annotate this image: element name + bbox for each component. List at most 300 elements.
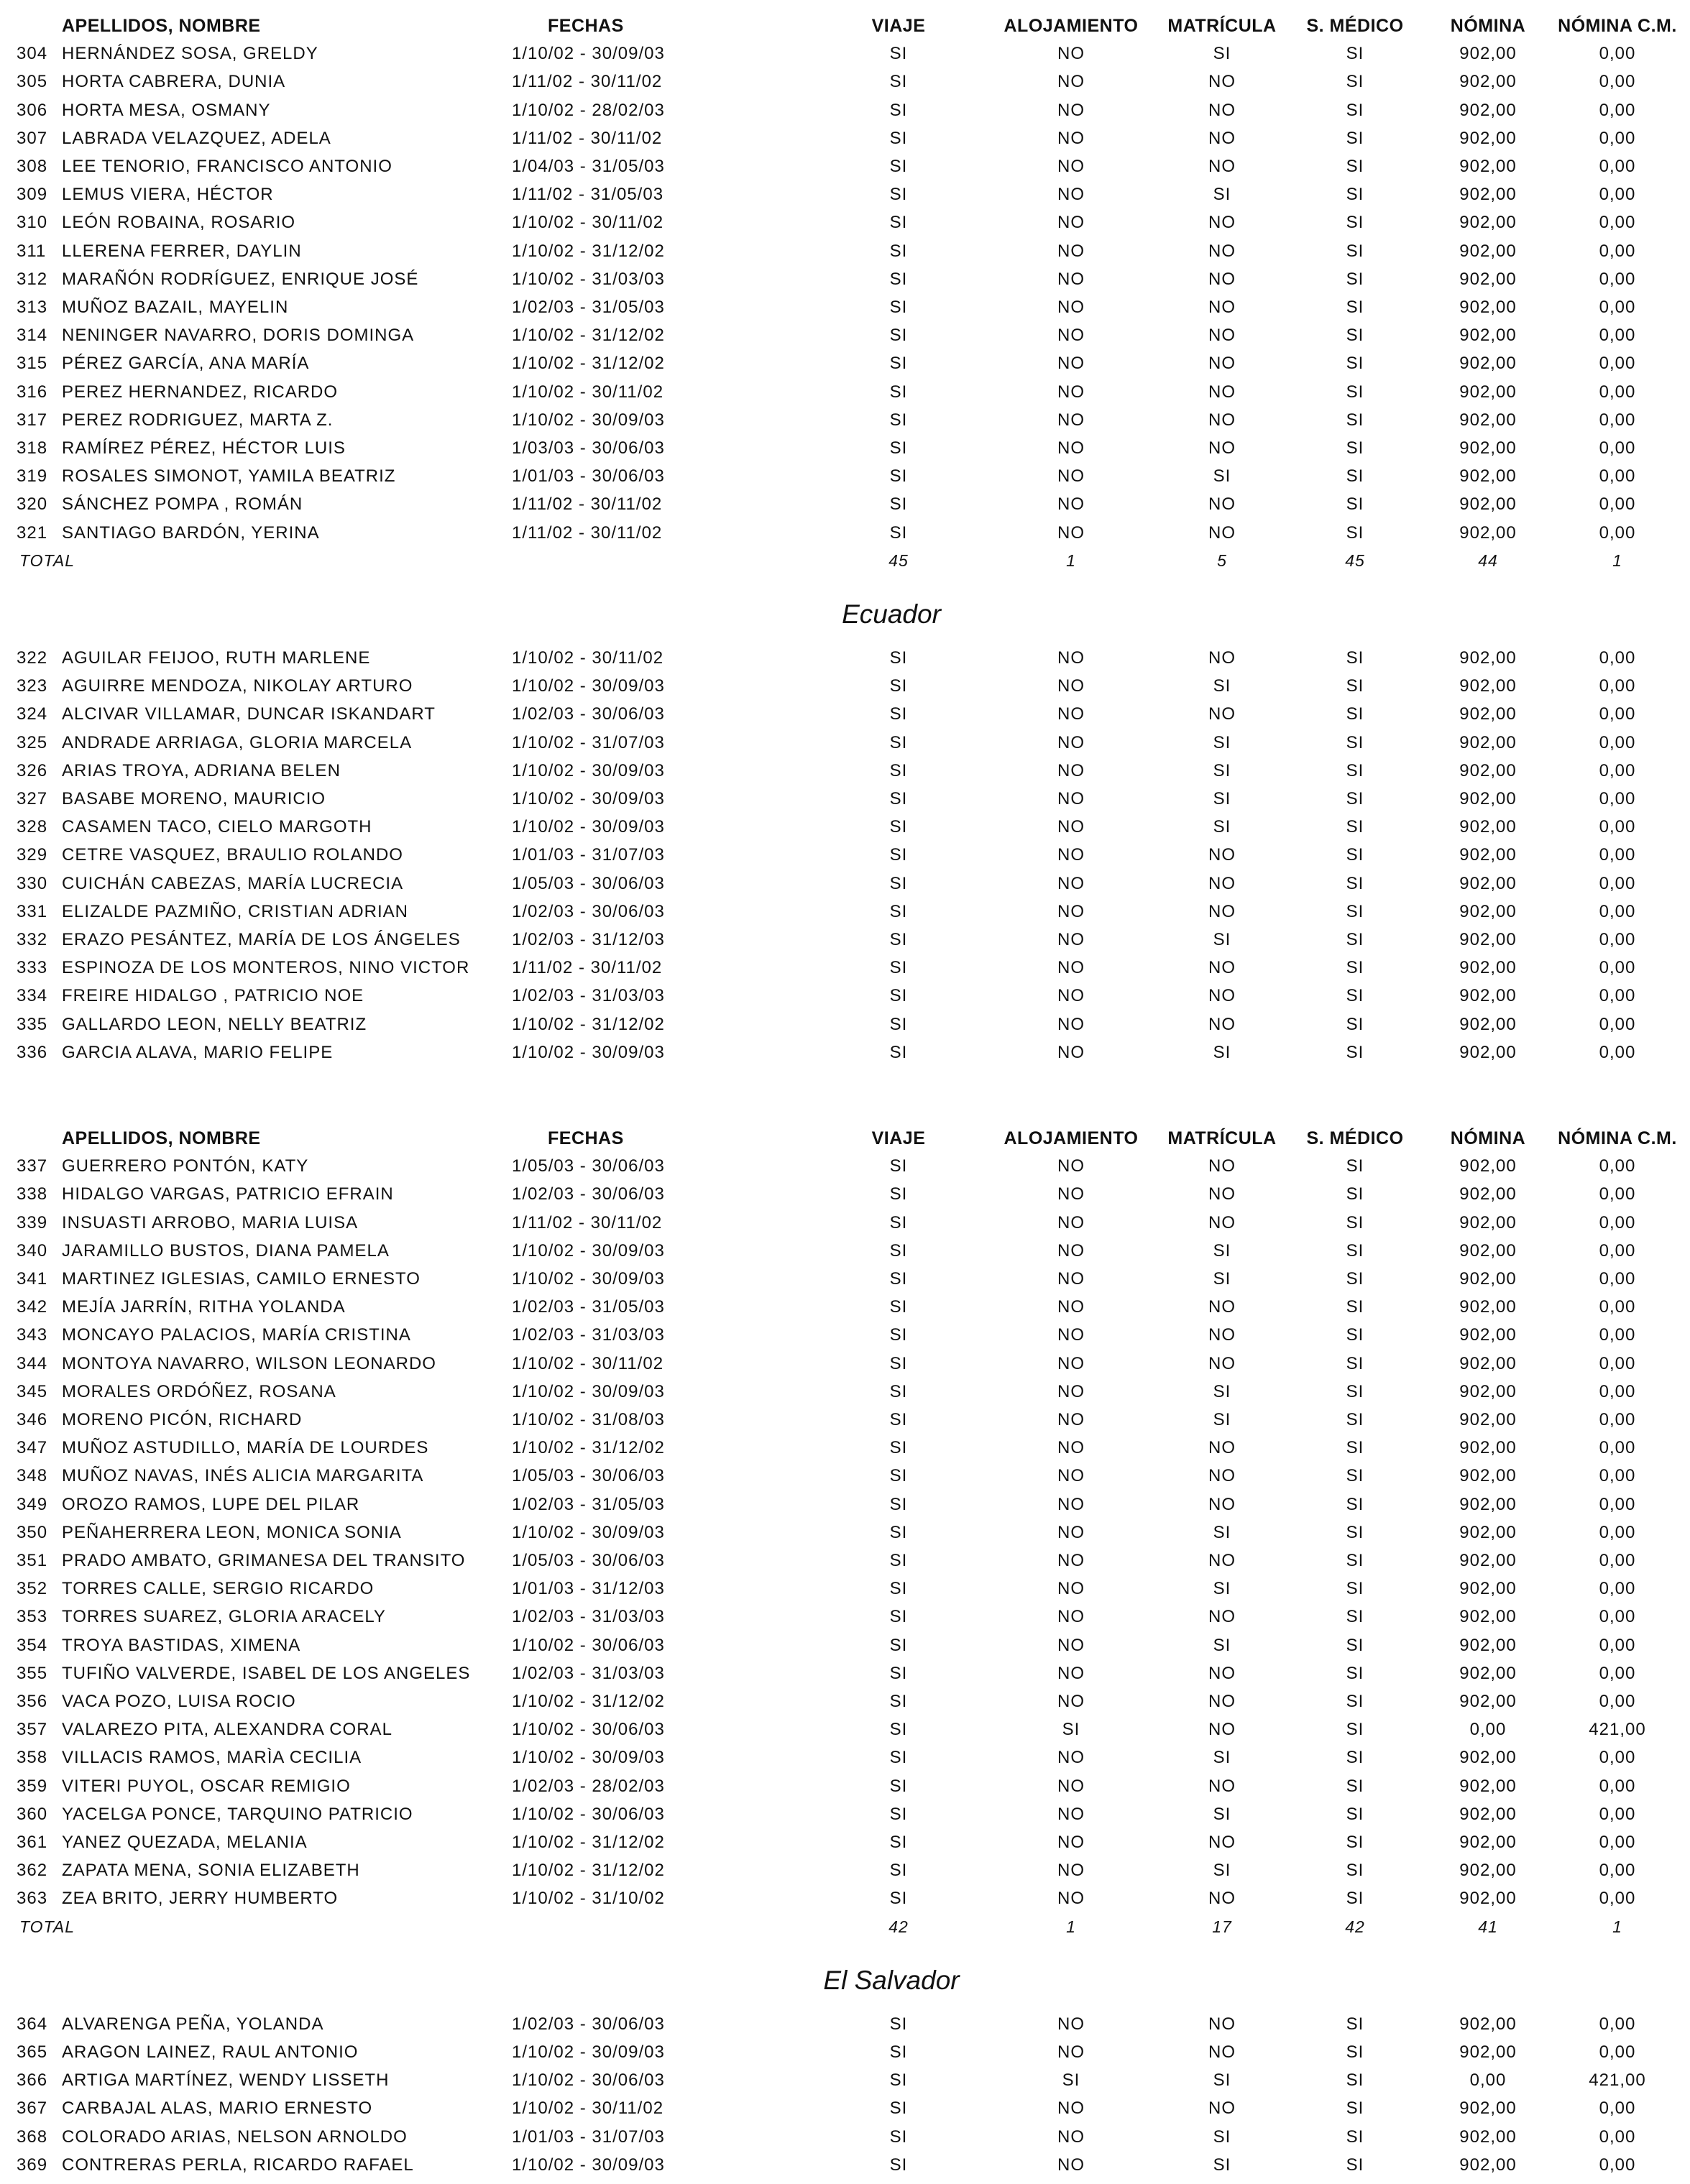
cell-nom: 902,00	[1459, 1635, 1517, 1655]
cell-nom: 902,00	[1459, 873, 1517, 893]
cell-alo: NO	[1057, 1861, 1085, 1881]
cell-mat: NO	[1208, 522, 1236, 543]
cell-mat: NO	[1208, 1607, 1236, 1627]
cell-fec: 1/10/02 - 30/09/03	[512, 1748, 665, 1768]
cell-num: 345	[17, 1381, 48, 1401]
cell-via: SI	[889, 1014, 908, 1034]
cell-num: 317	[17, 410, 48, 430]
cell-via: SI	[889, 1466, 908, 1486]
cell-sme: SI	[1346, 494, 1364, 515]
cell-mat: SI	[1213, 1042, 1231, 1062]
cell-nom: 902,00	[1459, 1353, 1517, 1373]
cell-via: SI	[889, 72, 908, 92]
cell-fec: 1/10/02 - 30/11/02	[512, 1353, 664, 1373]
cell-alo: NO	[1057, 676, 1085, 696]
cell-mat: SI	[1213, 1240, 1231, 1261]
header-nom: NÓMINA	[1450, 1128, 1526, 1148]
cell-name: CETRE VASQUEZ, BRAULIO ROLANDO	[62, 845, 403, 865]
cell-nom: 902,00	[1459, 1466, 1517, 1486]
cell-ncm: 0,00	[1599, 1240, 1636, 1261]
cell-num: 350	[17, 1522, 48, 1542]
cell-nom: 902,00	[1459, 466, 1517, 487]
cell-via: SI	[889, 2014, 908, 2034]
cell-mat: NO	[1208, 2098, 1236, 2119]
cell-ncm: 0,00	[1599, 438, 1636, 458]
cell-mat: NO	[1208, 382, 1236, 402]
cell-sme: SI	[1346, 1889, 1364, 1909]
cell-nom: 902,00	[1459, 845, 1517, 865]
cell-name: PEREZ HERNANDEZ, RICARDO	[62, 382, 339, 402]
cell-fec: 1/11/02 - 30/11/02	[512, 72, 663, 92]
cell-fec: 1/10/02 - 30/09/03	[512, 676, 665, 696]
cell-ncm: 0,00	[1599, 100, 1636, 120]
cell-num: 358	[17, 1748, 48, 1768]
cell-mat: NO	[1208, 1889, 1236, 1909]
cell-name: TROYA BASTIDAS, XIMENA	[62, 1635, 301, 1655]
header-fec: FECHAS	[548, 1128, 624, 1148]
cell-mat: NO	[1208, 269, 1236, 289]
cell-nom: 902,00	[1459, 760, 1517, 780]
cell-alo: NO	[1057, 1579, 1085, 1599]
cell-alo: NO	[1057, 298, 1085, 317]
cell-fec: 1/10/02 - 31/12/02	[512, 1861, 665, 1881]
cell-fec: 1/05/03 - 30/06/03	[512, 1466, 665, 1486]
cell-via: SI	[889, 44, 908, 64]
cell-alo: NO	[1057, 1551, 1085, 1570]
cell-name: JARAMILLO BUSTOS, DIANA PAMELA	[62, 1240, 390, 1261]
cell-fec: 1/11/02 - 31/05/03	[512, 185, 664, 205]
cell-ncm: 0,00	[1599, 1494, 1636, 1514]
cell-mat: SI	[1213, 760, 1231, 780]
cell-num: 368	[17, 2127, 48, 2147]
cell-nom: 902,00	[1459, 1889, 1517, 1909]
cell-nom: 902,00	[1459, 1607, 1517, 1627]
cell-nom: 902,00	[1459, 1240, 1517, 1261]
cell-via: SI	[889, 2127, 908, 2147]
cell-num: 333	[17, 958, 48, 978]
cell-sme: SI	[1346, 128, 1364, 148]
cell-ncm: 0,00	[1599, 760, 1636, 780]
cell-alo: NO	[1057, 1325, 1085, 1345]
cell-ncm: 421,00	[1589, 1720, 1646, 1740]
cell-fec: 1/11/02 - 30/11/02	[512, 494, 663, 515]
cell-alo: NO	[1057, 2042, 1085, 2062]
cell-nom: 902,00	[1459, 1522, 1517, 1542]
cell-sme: SI	[1346, 901, 1364, 921]
cell-mat: SI	[1213, 817, 1231, 837]
cell-sme: SI	[1346, 873, 1364, 893]
total-alo: 1	[1066, 550, 1076, 570]
cell-via: SI	[889, 986, 908, 1006]
cell-fec: 1/10/02 - 30/09/03	[512, 760, 665, 780]
cell-alo: NO	[1057, 1212, 1085, 1232]
cell-sme: SI	[1346, 1833, 1364, 1852]
cell-via: SI	[889, 157, 908, 176]
cell-via: SI	[889, 241, 908, 261]
cell-ncm: 421,00	[1589, 2070, 1646, 2091]
cell-via: SI	[889, 1579, 908, 1599]
cell-name: MUÑOZ ASTUDILLO, MARÍA DE LOURDES	[62, 1438, 429, 1458]
total-via: 42	[888, 1917, 909, 1936]
cell-nom: 902,00	[1459, 676, 1517, 696]
cell-sme: SI	[1346, 100, 1364, 120]
cell-num: 337	[17, 1156, 48, 1176]
cell-sme: SI	[1346, 354, 1364, 374]
cell-sme: SI	[1346, 1410, 1364, 1429]
cell-alo: NO	[1057, 1156, 1085, 1176]
cell-alo: NO	[1057, 100, 1085, 120]
cell-name: ARTIGA MARTÍNEZ, WENDY LISSETH	[62, 2070, 390, 2091]
cell-nom: 902,00	[1459, 2014, 1517, 2034]
cell-ncm: 0,00	[1599, 185, 1636, 205]
cell-num: 311	[17, 241, 47, 261]
cell-num: 357	[17, 1720, 48, 1740]
cell-alo: NO	[1057, 1748, 1085, 1768]
cell-via: SI	[889, 382, 908, 402]
cell-mat: NO	[1208, 1325, 1236, 1345]
cell-fec: 1/10/02 - 30/11/02	[512, 2098, 664, 2119]
cell-fec: 1/11/02 - 30/11/02	[512, 522, 663, 543]
cell-num: 359	[17, 1776, 48, 1796]
cell-via: SI	[889, 1776, 908, 1796]
cell-name: ARIAS TROYA, ADRIANA BELEN	[62, 760, 341, 780]
cell-fec: 1/10/02 - 31/03/03	[512, 269, 665, 289]
cell-alo: NO	[1057, 72, 1085, 92]
cell-mat: NO	[1208, 157, 1236, 176]
cell-via: SI	[889, 522, 908, 543]
cell-name: PEREZ RODRIGUEZ, MARTA Z.	[62, 410, 334, 430]
cell-mat: NO	[1208, 2042, 1236, 2062]
cell-alo: NO	[1057, 157, 1085, 176]
cell-via: SI	[889, 1748, 908, 1768]
cell-fec: 1/10/02 - 30/06/03	[512, 1635, 665, 1655]
cell-num: 342	[17, 1297, 48, 1317]
cell-nom: 902,00	[1459, 72, 1517, 92]
cell-ncm: 0,00	[1599, 1381, 1636, 1401]
cell-nom: 902,00	[1459, 2042, 1517, 2062]
cell-nom: 902,00	[1459, 1438, 1517, 1458]
cell-mat: NO	[1208, 1466, 1236, 1486]
cell-name: YANEZ QUEZADA, MELANIA	[62, 1833, 308, 1852]
cell-mat: SI	[1213, 1635, 1231, 1655]
cell-num: 315	[17, 354, 48, 374]
header-alo: ALOJAMIENTO	[1004, 16, 1139, 36]
cell-alo: NO	[1057, 1042, 1085, 1062]
cell-via: SI	[889, 1240, 908, 1261]
cell-alo: NO	[1057, 1466, 1085, 1486]
cell-ncm: 0,00	[1599, 1438, 1636, 1458]
cell-num: 328	[17, 817, 48, 837]
cell-nom: 902,00	[1459, 1410, 1517, 1429]
cell-fec: 1/10/02 - 31/12/02	[512, 1438, 665, 1458]
cell-via: SI	[889, 732, 908, 752]
cell-ncm: 0,00	[1599, 1635, 1636, 1655]
cell-num: 346	[17, 1410, 48, 1429]
cell-name: MONCAYO PALACIOS, MARÍA CRISTINA	[62, 1325, 411, 1345]
cell-ncm: 0,00	[1599, 128, 1636, 148]
cell-via: SI	[889, 1410, 908, 1429]
cell-alo: NO	[1057, 1410, 1085, 1429]
total-ncm: 1	[1612, 1917, 1622, 1936]
cell-fec: 1/10/02 - 31/12/02	[512, 354, 665, 374]
cell-ncm: 0,00	[1599, 1156, 1636, 1176]
cell-ncm: 0,00	[1599, 494, 1636, 515]
cell-fec: 1/10/02 - 30/11/02	[512, 648, 664, 668]
cell-mat: NO	[1208, 494, 1236, 515]
cell-mat: SI	[1213, 732, 1231, 752]
cell-nom: 902,00	[1459, 213, 1517, 233]
cell-via: SI	[889, 1325, 908, 1345]
cell-nom: 902,00	[1459, 1692, 1517, 1711]
cell-nom: 0,00	[1469, 1720, 1507, 1740]
cell-via: SI	[889, 1156, 908, 1176]
cell-nom: 902,00	[1459, 1014, 1517, 1034]
cell-num: 365	[17, 2042, 48, 2062]
cell-sme: SI	[1346, 845, 1364, 865]
cell-fec: 1/10/02 - 31/12/02	[512, 1833, 665, 1852]
cell-name: HORTA MESA, OSMANY	[62, 100, 271, 120]
cell-sme: SI	[1346, 1325, 1364, 1345]
cell-nom: 902,00	[1459, 1861, 1517, 1881]
cell-sme: SI	[1346, 2155, 1364, 2175]
cell-fec: 1/03/03 - 30/06/03	[512, 438, 665, 458]
cell-alo: NO	[1057, 1607, 1085, 1627]
cell-mat: NO	[1208, 1494, 1236, 1514]
cell-num: 305	[17, 72, 48, 92]
cell-name: MONTOYA NAVARRO, WILSON LEONARDO	[62, 1353, 436, 1373]
cell-alo: NO	[1057, 986, 1085, 1006]
cell-via: SI	[889, 2155, 908, 2175]
cell-nom: 902,00	[1459, 382, 1517, 402]
cell-fec: 1/10/02 - 30/09/03	[512, 410, 665, 430]
cell-sme: SI	[1346, 1014, 1364, 1034]
cell-via: SI	[889, 185, 908, 205]
cell-sme: SI	[1346, 676, 1364, 696]
cell-sme: SI	[1346, 1663, 1364, 1683]
cell-via: SI	[889, 1861, 908, 1881]
cell-num: 331	[17, 901, 48, 921]
cell-name: BASABE MORENO, MAURICIO	[62, 789, 326, 808]
cell-name: SANTIAGO BARDÓN, YERINA	[62, 522, 320, 543]
cell-ncm: 0,00	[1599, 241, 1636, 261]
cell-name: AGUILAR FEIJOO, RUTH MARLENE	[62, 648, 371, 668]
cell-num: 341	[17, 1269, 48, 1289]
cell-sme: SI	[1346, 1042, 1364, 1062]
cell-via: SI	[889, 466, 908, 487]
cell-via: SI	[889, 1269, 908, 1289]
cell-alo: NO	[1057, 2098, 1085, 2119]
cell-nom: 0,00	[1469, 2070, 1507, 2091]
cell-nom: 902,00	[1459, 2098, 1517, 2119]
cell-num: 308	[17, 157, 48, 176]
cell-nom: 902,00	[1459, 986, 1517, 1006]
cell-sme: SI	[1346, 930, 1364, 949]
total-sme: 42	[1345, 1917, 1365, 1936]
cell-via: SI	[889, 2042, 908, 2062]
cell-fec: 1/10/02 - 30/11/02	[512, 213, 664, 233]
header-alo: ALOJAMIENTO	[1004, 1128, 1139, 1148]
cell-alo: NO	[1057, 1692, 1085, 1711]
cell-sme: SI	[1346, 704, 1364, 724]
cell-ncm: 0,00	[1599, 1042, 1636, 1062]
cell-alo: NO	[1057, 128, 1085, 148]
cell-mat: SI	[1213, 1410, 1231, 1429]
cell-name: NENINGER NAVARRO, DORIS DOMINGA	[62, 326, 415, 346]
header-sme: S. MÉDICO	[1306, 16, 1404, 36]
cell-sme: SI	[1346, 1579, 1364, 1599]
header-name: APELLIDOS, NOMBRE	[62, 1128, 261, 1148]
cell-nom: 902,00	[1459, 930, 1517, 949]
cell-alo: NO	[1057, 354, 1085, 374]
cell-mat: SI	[1213, 676, 1231, 696]
cell-alo: NO	[1057, 1663, 1085, 1683]
cell-sme: SI	[1346, 298, 1364, 317]
cell-mat: NO	[1208, 1663, 1236, 1683]
header-name: APELLIDOS, NOMBRE	[62, 16, 261, 36]
cell-alo: NO	[1057, 1297, 1085, 1317]
cell-mat: SI	[1213, 1861, 1231, 1881]
cell-alo: NO	[1057, 494, 1085, 515]
cell-fec: 1/10/02 - 30/09/03	[512, 44, 665, 64]
cell-alo: NO	[1057, 901, 1085, 921]
cell-via: SI	[889, 100, 908, 120]
cell-nom: 902,00	[1459, 1269, 1517, 1289]
cell-ncm: 0,00	[1599, 1889, 1636, 1909]
cell-mat: NO	[1208, 1776, 1236, 1796]
cell-ncm: 0,00	[1599, 789, 1636, 808]
cell-sme: SI	[1346, 1184, 1364, 1204]
cell-alo: SI	[1062, 2070, 1080, 2091]
cell-via: SI	[889, 873, 908, 893]
cell-fec: 1/11/02 - 30/11/02	[512, 958, 663, 978]
cell-alo: NO	[1057, 1184, 1085, 1204]
cell-num: 349	[17, 1494, 48, 1514]
cell-sme: SI	[1346, 157, 1364, 176]
cell-alo: NO	[1057, 466, 1085, 487]
cell-ncm: 0,00	[1599, 354, 1636, 374]
cell-alo: NO	[1057, 382, 1085, 402]
cell-name: ZEA BRITO, JERRY HUMBERTO	[62, 1889, 339, 1909]
cell-fec: 1/05/03 - 30/06/03	[512, 1551, 665, 1570]
cell-mat: NO	[1208, 438, 1236, 458]
cell-ncm: 0,00	[1599, 269, 1636, 289]
cell-via: SI	[889, 269, 908, 289]
cell-nom: 902,00	[1459, 100, 1517, 120]
cell-nom: 902,00	[1459, 704, 1517, 724]
cell-name: LABRADA VELAZQUEZ, ADELA	[62, 128, 331, 148]
cell-mat: NO	[1208, 326, 1236, 346]
cell-alo: NO	[1057, 1889, 1085, 1909]
cell-name: LLERENA FERRER, DAYLIN	[62, 241, 302, 261]
country-name: Ecuador	[842, 599, 941, 629]
header-ncm: NÓMINA C.M.	[1558, 16, 1677, 36]
cell-ncm: 0,00	[1599, 1861, 1636, 1881]
cell-nom: 902,00	[1459, 732, 1517, 752]
cell-num: 332	[17, 930, 48, 949]
cell-ncm: 0,00	[1599, 2155, 1636, 2175]
cell-ncm: 0,00	[1599, 676, 1636, 696]
cell-name: TUFIÑO VALVERDE, ISABEL DE LOS ANGELES	[62, 1663, 471, 1683]
cell-name: ELIZALDE PAZMIÑO, CRISTIAN ADRIAN	[62, 901, 408, 921]
cell-via: SI	[889, 1522, 908, 1542]
cell-num: 330	[17, 873, 48, 893]
cell-mat: SI	[1213, 2070, 1231, 2091]
cell-ncm: 0,00	[1599, 1579, 1636, 1599]
cell-sme: SI	[1346, 1522, 1364, 1542]
cell-num: 304	[17, 44, 48, 64]
cell-fec: 1/10/02 - 31/07/03	[512, 732, 665, 752]
cell-alo: NO	[1057, 44, 1085, 64]
cell-mat: NO	[1208, 1551, 1236, 1570]
cell-via: SI	[889, 648, 908, 668]
cell-via: SI	[889, 298, 908, 317]
cell-via: SI	[889, 438, 908, 458]
cell-via: SI	[889, 958, 908, 978]
cell-num: 307	[17, 128, 48, 148]
cell-via: SI	[889, 494, 908, 515]
cell-mat: NO	[1208, 1692, 1236, 1711]
cell-via: SI	[889, 1607, 908, 1627]
cell-ncm: 0,00	[1599, 466, 1636, 487]
cell-name: GALLARDO LEON, NELLY BEATRIZ	[62, 1014, 367, 1034]
cell-alo: NO	[1057, 1240, 1085, 1261]
cell-nom: 902,00	[1459, 326, 1517, 346]
cell-num: 309	[17, 185, 48, 205]
cell-num: 362	[17, 1861, 48, 1881]
cell-nom: 902,00	[1459, 494, 1517, 515]
cell-sme: SI	[1346, 1635, 1364, 1655]
cell-nom: 902,00	[1459, 44, 1517, 64]
cell-alo: NO	[1057, 1833, 1085, 1852]
cell-num: 353	[17, 1607, 48, 1627]
cell-fec: 1/10/02 - 30/06/03	[512, 1720, 665, 1740]
cell-fec: 1/10/02 - 30/09/03	[512, 789, 665, 808]
cell-fec: 1/11/02 - 30/11/02	[512, 128, 663, 148]
cell-alo: NO	[1057, 1522, 1085, 1542]
cell-sme: SI	[1346, 789, 1364, 808]
cell-sme: SI	[1346, 1748, 1364, 1768]
cell-sme: SI	[1346, 185, 1364, 205]
cell-via: SI	[889, 1381, 908, 1401]
cell-mat: NO	[1208, 1184, 1236, 1204]
cell-name: ERAZO PESÁNTEZ, MARÍA DE LOS ÁNGELES	[62, 930, 461, 949]
cell-sme: SI	[1346, 1156, 1364, 1176]
cell-num: 340	[17, 1240, 48, 1261]
cell-nom: 902,00	[1459, 1325, 1517, 1345]
cell-via: SI	[889, 1720, 908, 1740]
cell-num: 343	[17, 1325, 48, 1345]
cell-alo: NO	[1057, 2127, 1085, 2147]
cell-num: 321	[17, 522, 48, 543]
cell-fec: 1/10/02 - 30/09/03	[512, 1240, 665, 1261]
cell-ncm: 0,00	[1599, 732, 1636, 752]
cell-sme: SI	[1346, 382, 1364, 402]
cell-name: FREIRE HIDALGO , PATRICIO NOE	[62, 986, 364, 1006]
cell-mat: NO	[1208, 100, 1236, 120]
cell-ncm: 0,00	[1599, 410, 1636, 430]
cell-via: SI	[889, 930, 908, 949]
cell-mat: NO	[1208, 845, 1236, 865]
cell-nom: 902,00	[1459, 354, 1517, 374]
cell-ncm: 0,00	[1599, 2098, 1636, 2119]
cell-via: SI	[889, 128, 908, 148]
cell-via: SI	[889, 2098, 908, 2119]
cell-name: ALCIVAR VILLAMAR, DUNCAR ISKANDART	[62, 704, 436, 724]
cell-mat: NO	[1208, 1438, 1236, 1458]
cell-name: MARAÑÓN RODRÍGUEZ, ENRIQUE JOSÉ	[62, 269, 419, 289]
header-fec: FECHAS	[548, 16, 624, 36]
cell-num: 356	[17, 1692, 48, 1711]
